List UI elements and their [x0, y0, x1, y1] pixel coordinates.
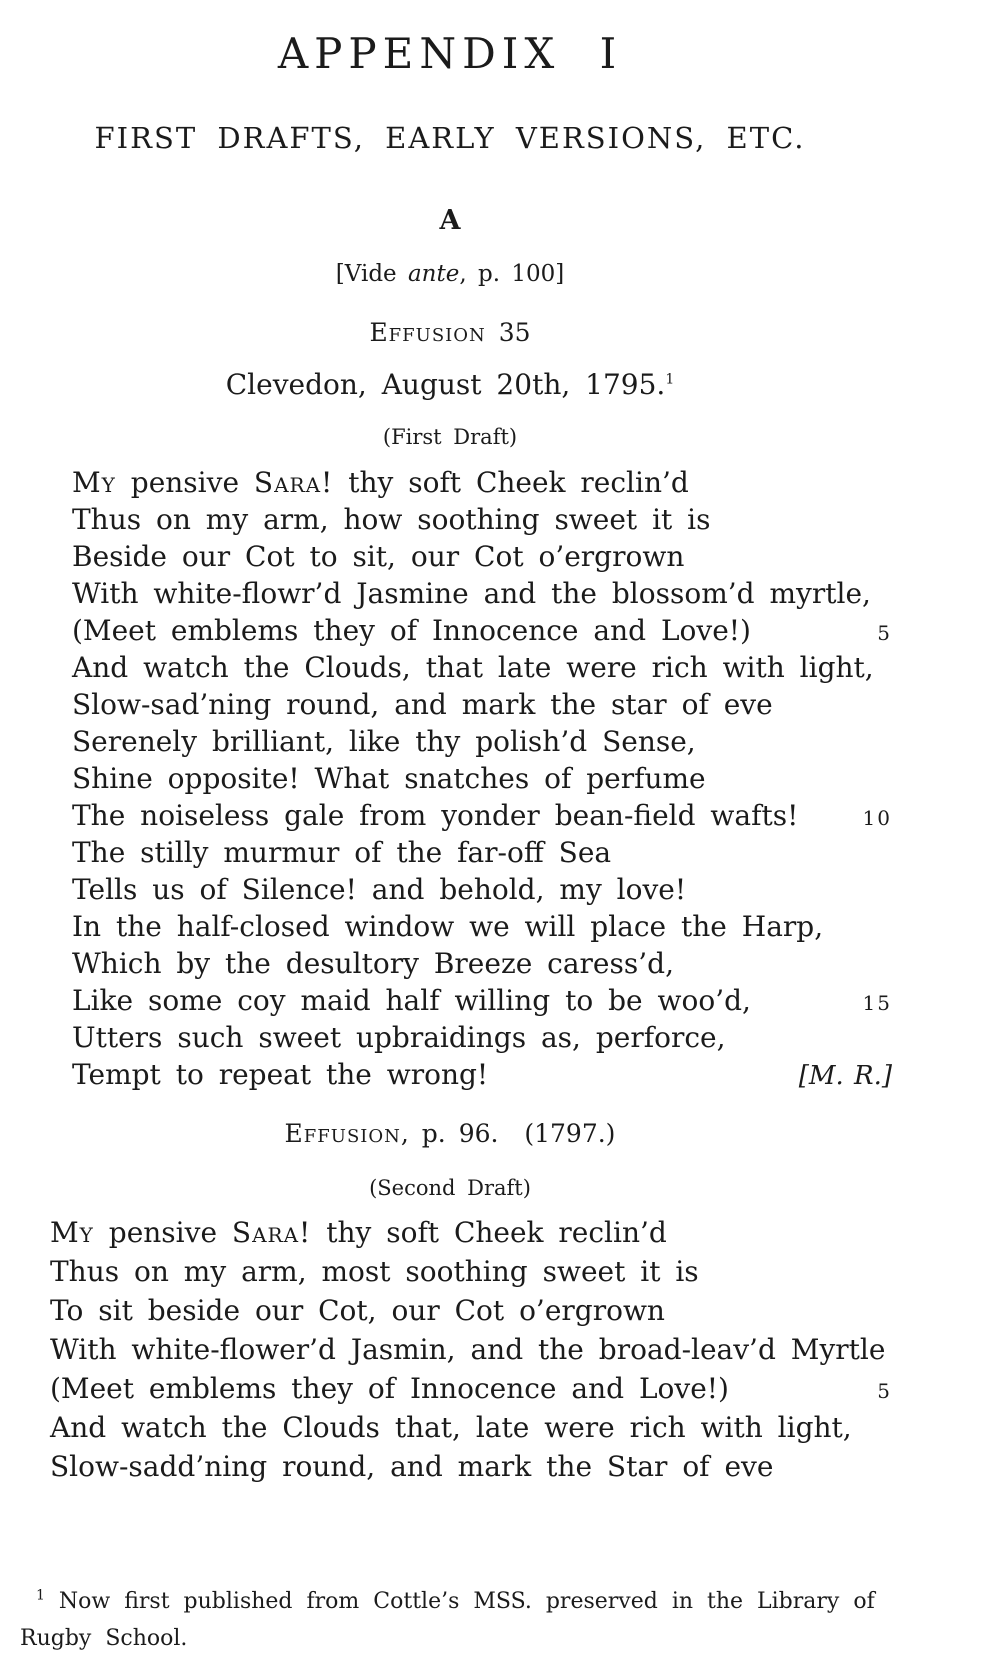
footnote-text: Now first published from Cottle’s MSS. preserved in the Library of — [44, 1589, 875, 1614]
poem-line-text: Serenely brilliant, like thy polish’d Sense, — [72, 725, 696, 758]
poem-line-fragment: thy soft Cheek reclin’d — [311, 1216, 667, 1249]
effusion-number: 35 — [485, 318, 531, 347]
poem-line-text: (Meet emblems they of Innocence and Love!) — [72, 614, 751, 647]
footnote-ref-marker: 1 — [665, 371, 675, 388]
poem-line-text: Shine opposite! What snatches of perfume — [72, 762, 706, 795]
poem-line — [0, 1291, 900, 1330]
poem-line-text: (Meet emblems they of Innocence and Love!) — [50, 1372, 729, 1405]
poem-line — [0, 982, 900, 1019]
poem-line — [0, 760, 900, 797]
poem-line-text: Like some coy maid half willing to be woo’d, — [72, 984, 751, 1017]
small-caps-name: Sara! — [253, 466, 334, 499]
poem-line — [0, 1408, 900, 1447]
attribution: [M. R.] — [798, 1061, 892, 1091]
poem-line-text: Thus on my arm, how soothing sweet it is — [72, 503, 711, 536]
footnote-ref-marker: 1 — [36, 1587, 45, 1604]
section-letter: A — [439, 205, 461, 236]
poem-line-text: The noiseless gale from yonder bean-field wafts! — [72, 799, 799, 832]
vide-note-close: , p. 100] — [459, 261, 565, 287]
poem-line-text: In the half-closed window we will place the Harp, — [72, 910, 824, 943]
poem-line-text — [50, 1213, 667, 1252]
footnote — [20, 1583, 972, 1657]
poem-first-draft — [0, 464, 900, 1093]
poem-line — [0, 834, 900, 871]
poem-line-text: Slow-sadd’ning round, and mark the Star of eve — [50, 1450, 774, 1483]
poem-line — [0, 1019, 900, 1056]
poem-line — [0, 1447, 900, 1486]
poem-second-draft — [0, 1213, 900, 1486]
second-draft-label: (Second Draft) — [369, 1176, 531, 1200]
poem-line — [0, 797, 900, 834]
poem-line — [0, 1252, 900, 1291]
poem-line — [0, 1213, 900, 1252]
poem-line-fragment: thy soft Cheek reclin’d — [333, 466, 689, 499]
poem-line-text: Tells us of Silence! and behold, my love! — [72, 873, 687, 906]
footnote-line: Rugby School. — [20, 1626, 188, 1651]
poem-line — [0, 464, 900, 501]
vide-note-open: [Vide — [335, 261, 408, 287]
effusion-96-heading — [0, 1119, 900, 1149]
line-number: 5 — [877, 621, 892, 645]
first-draft-label: (First Draft) — [382, 425, 518, 449]
poem-line-text: Tempt to repeat the wrong! — [72, 1058, 489, 1091]
poem-line — [0, 871, 900, 908]
footnote-line — [20, 1583, 972, 1620]
poem-line-fragment: pensive — [115, 466, 254, 499]
poem-line-text: The stilly murmur of the far-off Sea — [72, 836, 612, 869]
poem-line-text: To sit beside our Cot, our Cot o’ergrown — [50, 1294, 665, 1327]
vide-note-italic: ante — [407, 261, 460, 287]
poem-line-text — [72, 464, 689, 501]
poem-line-text: And watch the Clouds, that late were rich with light, — [72, 651, 874, 684]
effusion-word: Effusion — [284, 1119, 401, 1148]
vide-note — [0, 260, 900, 288]
page-content — [0, 30, 900, 1486]
poem-line — [0, 575, 900, 612]
poem-line — [0, 1330, 900, 1369]
poem-line-text: Slow-sad’ning round, and mark the star of eve — [72, 688, 773, 721]
poem-line — [0, 649, 900, 686]
poem-line-text: Thus on my arm, most soothing sweet it is — [50, 1255, 699, 1288]
page-title: APPENDIX I — [277, 29, 623, 78]
small-caps-word: My — [50, 1216, 94, 1249]
small-caps-name: Sara! — [231, 1216, 312, 1249]
poem-line-text: With white-flower’d Jasmin, and the broad-leav’d Myrtle — [50, 1333, 886, 1366]
poem-line-text: Which by the desultory Breeze caress’d, — [72, 947, 674, 980]
poem-line-text: Utters such sweet upbraidings as, perforce, — [72, 1021, 726, 1054]
poem-line — [0, 1056, 900, 1093]
poem-line — [0, 945, 900, 982]
poem-line-text: Beside our Cot to sit, our Cot o’ergrown — [72, 540, 685, 573]
dateline-text: Clevedon, August 20th, 1795. — [225, 368, 666, 401]
line-number: 15 — [862, 991, 892, 1015]
poem-line — [0, 908, 900, 945]
poem-line-fragment: pensive — [93, 1216, 232, 1249]
line-number: 10 — [862, 806, 892, 830]
poem-line — [0, 612, 900, 649]
effusion-word: Effusion — [369, 318, 486, 347]
poem-line — [0, 1369, 900, 1408]
poem-line — [0, 501, 900, 538]
line-number: 5 — [877, 1379, 892, 1403]
poem-line — [0, 538, 900, 575]
effusion-35-heading — [0, 318, 900, 348]
subtitle: FIRST DRAFTS, EARLY VERSIONS, ETC. — [94, 121, 806, 155]
dateline — [0, 368, 900, 402]
poem-line — [0, 723, 900, 760]
effusion-page-ref: , p. 96. (1797.) — [400, 1119, 616, 1148]
small-caps-word: My — [72, 466, 116, 499]
poem-line — [0, 686, 900, 723]
poem-line-text: And watch the Clouds that, late were rich with light, — [50, 1411, 852, 1444]
poem-line-text: With white-flowr’d Jasmine and the blossom’d myrtle, — [72, 577, 871, 610]
